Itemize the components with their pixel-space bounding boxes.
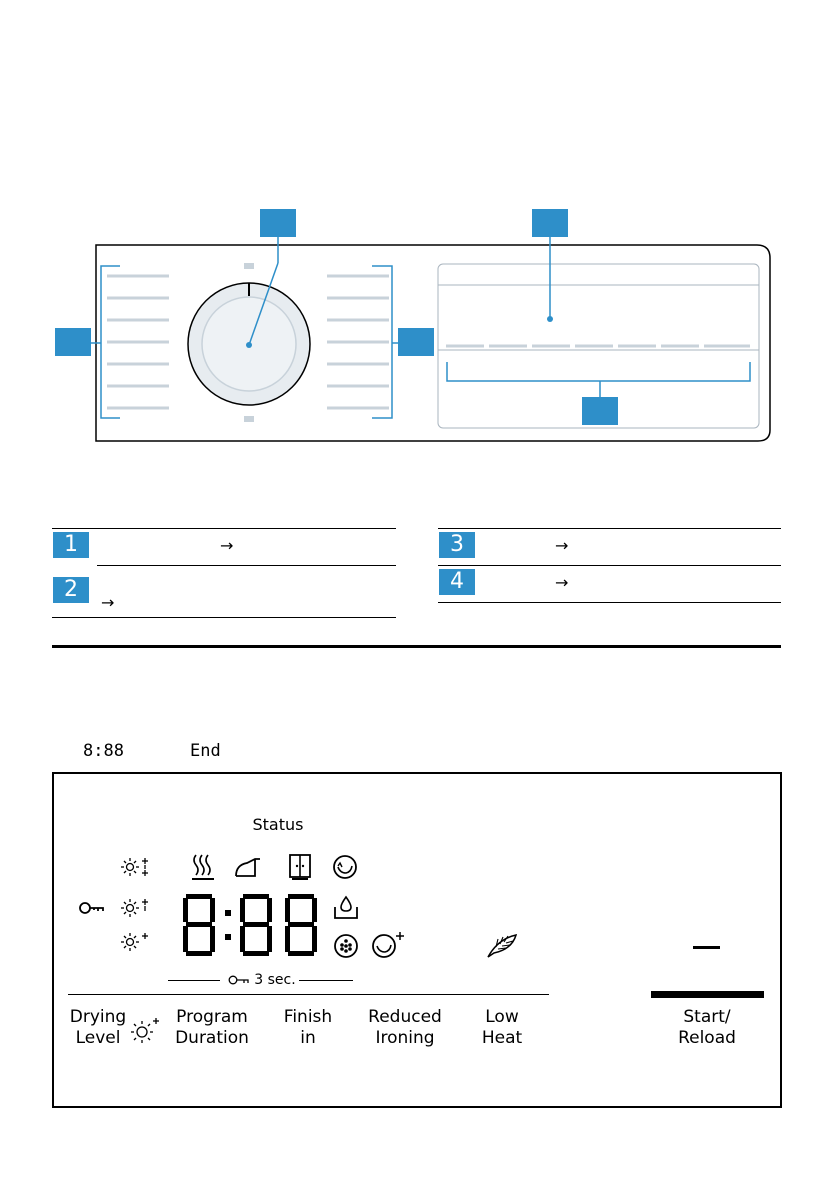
legend-number-4: 4 (439, 569, 475, 595)
key-hold-icon (228, 974, 250, 986)
display-panel (52, 772, 782, 1108)
control-panel-diagram (0, 0, 839, 460)
status-label: Status (252, 815, 304, 834)
drying-level-line1: Drying (69, 1007, 127, 1027)
reduced-ironing-line1: Reduced (368, 1007, 442, 1027)
drying-level-button[interactable] (60, 1007, 136, 1049)
reduced-ironing-button[interactable] (358, 1007, 452, 1049)
program-duration-line1: Program (176, 1007, 248, 1027)
hold-hint-text: 3 sec. (254, 972, 296, 988)
seven-segment-time-display (180, 892, 325, 958)
drying-sun-icon (130, 1017, 160, 1045)
start-reload-line2: Reload (678, 1028, 736, 1048)
start-button-bar (651, 991, 764, 998)
fluff-filter-icon (333, 933, 359, 959)
drying-level-line2: Level (75, 1028, 121, 1048)
legend-rule (97, 565, 396, 566)
condenser-water-icon (333, 895, 359, 921)
legend-number-1: 1 (53, 532, 89, 558)
drying-heat-icon (191, 853, 215, 881)
callout-marker-5 (532, 209, 568, 237)
legend-arrow-1: → (220, 536, 234, 555)
program-duration-line2: Duration (175, 1028, 249, 1048)
cupboard-icon (288, 853, 312, 881)
button-row-divider (68, 994, 549, 995)
callout-marker-4 (582, 397, 618, 425)
legend-rule (52, 528, 396, 529)
end-display-example: End (190, 741, 221, 761)
finish-in-button[interactable] (272, 1007, 344, 1049)
finish-in-line1: Finish (283, 1007, 333, 1027)
anti-crease-icon (371, 930, 405, 960)
legend-rule (52, 617, 396, 618)
drum-rotation-icon (331, 853, 359, 881)
low-heat-feather-icon (486, 933, 518, 959)
low-heat-line1: Low (485, 1007, 519, 1027)
key-lock-icon (79, 900, 105, 916)
time-display-example: 8:88 (83, 741, 124, 761)
reduced-ironing-line2: Ironing (375, 1028, 435, 1048)
hold-hint-line (168, 980, 220, 981)
callout-marker-2 (260, 209, 296, 237)
legend-rule (438, 565, 781, 566)
legend-number-3: 3 (439, 532, 475, 558)
low-heat-button[interactable] (470, 1007, 534, 1049)
finish-in-line2: in (300, 1028, 316, 1048)
callout-marker-1 (55, 328, 91, 356)
low-heat-line2: Heat (481, 1028, 523, 1048)
start-reload-line1: Start/ (683, 1007, 731, 1027)
drying-level-3-icon (120, 856, 150, 878)
callout-marker-3 (398, 328, 434, 356)
section-divider (52, 645, 781, 648)
start-reload-button[interactable] (660, 1007, 754, 1049)
hold-hint-line (299, 980, 353, 981)
legend-arrow-3: → (555, 536, 569, 555)
legend-arrow-4: → (555, 573, 569, 592)
legend-arrow-2: → (101, 593, 115, 612)
legend-rule (438, 602, 781, 603)
program-duration-button[interactable] (168, 1007, 256, 1049)
drying-level-2-icon (120, 897, 150, 919)
iron-icon (233, 855, 263, 879)
start-indicator (693, 946, 720, 949)
drying-level-1-icon (120, 931, 150, 953)
legend-number-2: 2 (53, 577, 89, 603)
legend-rule (438, 528, 781, 529)
